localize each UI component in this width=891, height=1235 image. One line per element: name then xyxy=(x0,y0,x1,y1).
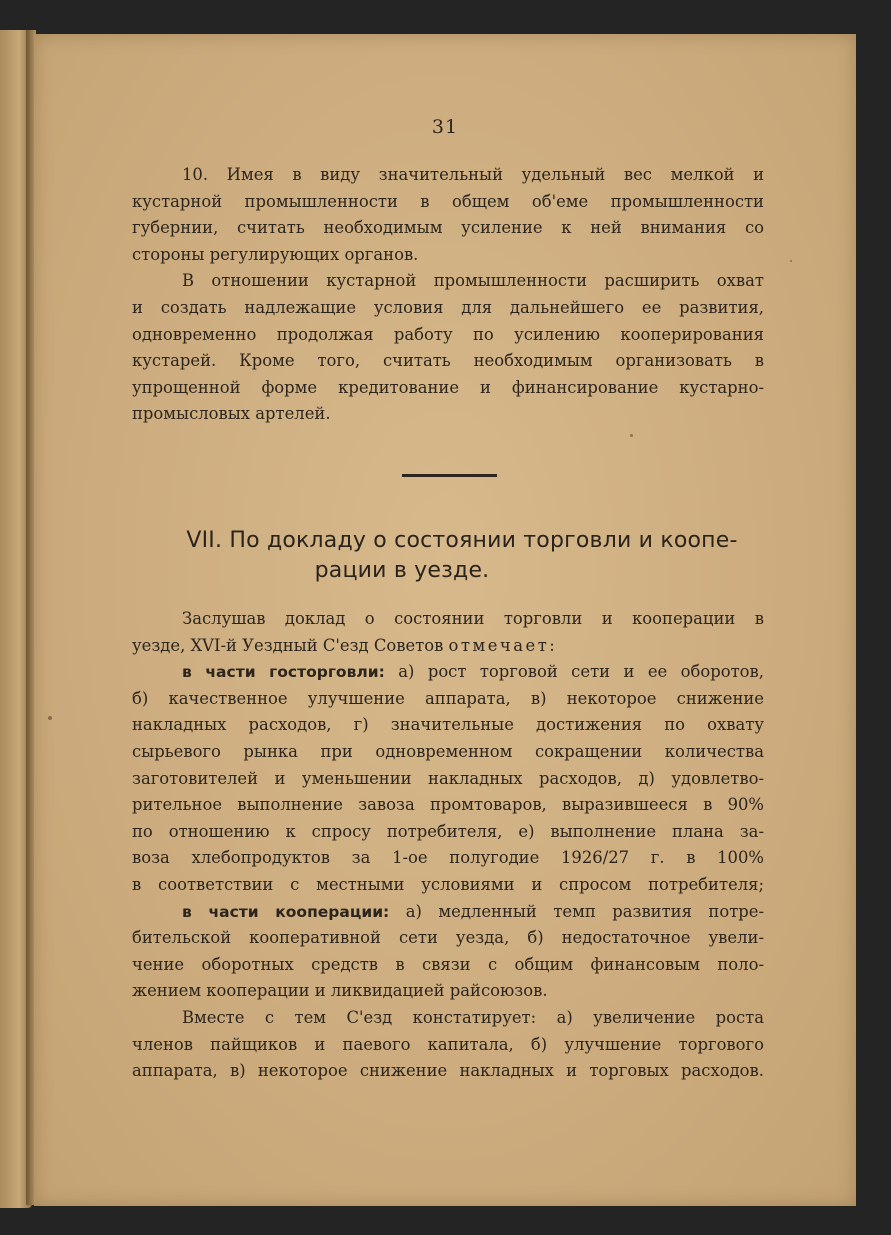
text-line: заготовителей и уменьшении накладных расходов, д) удовлетво- xyxy=(132,768,764,788)
text-fragment: а) медленный темп развития потре- xyxy=(405,901,764,921)
bold-lead-in: в части кооперации: xyxy=(182,902,390,921)
text-line: упрощенной форме кредитование и финансирование кустарно- xyxy=(132,377,764,397)
section-divider xyxy=(402,474,497,477)
text-line: кустарной промышленности в общем об'еме промышленности xyxy=(132,191,764,211)
section-heading xyxy=(152,526,772,586)
text-line: накладных расходов, г) значительные достижения по охвату xyxy=(132,715,764,735)
text-line xyxy=(132,899,764,926)
text-line: 10. Имея в виду значительный удельный вес мелкой и xyxy=(182,165,764,184)
emphasized-word: отмечает: xyxy=(448,635,558,655)
text-fragment: а) рост торговой сети и ее оборотов, xyxy=(398,662,764,682)
text-line: одновременно продолжая работу по усилению кооперирования xyxy=(132,324,764,344)
text-line: по отношению к спросу потребителя, е) выполнение плана за- xyxy=(132,821,764,841)
paper-spot xyxy=(630,434,633,437)
text-line: Вместе с тем С'езд констатирует: а) увеличение роста xyxy=(182,1007,764,1027)
paper-spot xyxy=(790,260,792,262)
section-10 xyxy=(132,162,764,428)
text-line: б) качественное улучшение аппарата, в) некоторое снижение xyxy=(132,688,764,708)
text-line: жением кооперации и ликвидацией райсоюзов. xyxy=(132,981,548,1001)
text-line xyxy=(132,633,764,660)
bold-lead-in: в части госторговли: xyxy=(182,663,385,682)
text-line: бительской кооперативной сети уезда, б) недостаточное увели- xyxy=(132,928,764,948)
text-line: В отношении кустарной промышленности расширить охват xyxy=(182,271,764,291)
text-line: кустарей. Кроме того, считать необходимым организовать в xyxy=(132,351,764,371)
text-line: стороны регулирующих органов. xyxy=(132,244,419,264)
text-fragment: уезде, XVI-й Уездный С'езд Советов xyxy=(132,635,444,655)
text-line: чение оборотных средств в связи с общим финансовым поло- xyxy=(132,954,764,974)
text-line: промысловых артелей. xyxy=(132,404,331,424)
text-line: сырьевого рынка при одновременном сокращении количества xyxy=(132,741,764,761)
page-number: 31 xyxy=(431,116,459,138)
heading-line-1: VII. По докладу о состоянии торговли и коопе- xyxy=(186,528,738,553)
text-line: губернии, считать необходимым усиление к ней внимания со xyxy=(132,218,764,238)
section-7-body xyxy=(132,606,764,1085)
paper-spot xyxy=(48,716,52,720)
document-page xyxy=(34,34,856,1206)
text-line: воза хлебопродуктов за 1-ое полугодие 1926/27 г. в 100% xyxy=(132,848,764,868)
text-line: членов пайщиков и паевого капитала, б) улучшение торгового xyxy=(132,1034,764,1054)
text-line: рительное выполнение завоза промтоваров, выразившееся в 90% xyxy=(132,795,764,815)
heading-line-2: рации в уезде. xyxy=(314,558,490,583)
text-line xyxy=(132,659,764,686)
text-line: аппарата, в) некоторое снижение накладных и торговых расходов. xyxy=(132,1061,764,1081)
text-line: в соответствии с местными условиями и спросом потребителя; xyxy=(132,874,764,894)
text-line: и создать надлежащие условия для дальнейшего ее развития, xyxy=(132,297,764,317)
text-line: Заслушав доклад о состоянии торговли и кооперации в xyxy=(182,609,764,628)
